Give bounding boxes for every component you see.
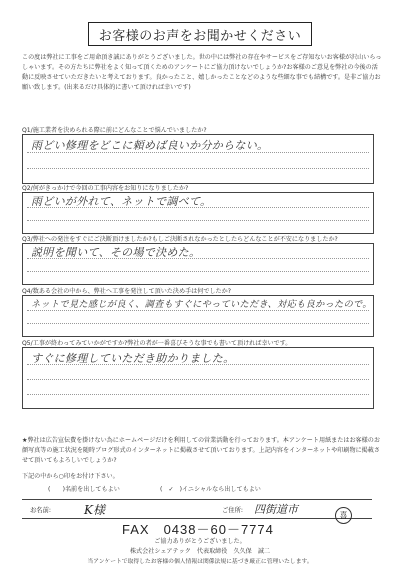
answer-line	[27, 379, 369, 380]
answer-box-2[interactable]	[22, 192, 374, 234]
question-3-label: Q3/弊社への発注をすぐにご決断頂けましたか?もしご決断されなかったとしたらどんなことが不安になりましたか?	[22, 236, 338, 243]
answer-box-1[interactable]	[22, 134, 374, 184]
answer-line	[27, 220, 369, 221]
intro-text: この度は弊社に工事をご用命頂き誠にありがとうございました。世の中には弊社の存在やサービスをご存知ないお客様が沢山いらっしゃいます。その方たちに弊社をよく知って頂くためのアンケートにご協力頂けないでしょうか?お客様のご意見を弊社の今後の活動に反映させていただきたいと考えております。良かったこと、嬉しかったことなどのような些細な事でも結構です。是非ご協力お願い致します。(出来るだけ具体的に書いて頂ければ幸いです)	[22, 54, 382, 91]
question-1-label: Q1/施工業者を決められる際に前にどんなことで悩んでいましたか?	[22, 127, 207, 134]
select-instruction: 下記の中から○印をお付け下さい。	[22, 473, 119, 480]
answer-4-text: ネットで見た感じが良く、調査もすぐにやっていただき、対応も良かったので。	[31, 299, 372, 310]
option-name-ok[interactable]: ( )名前を出してもよい	[48, 486, 120, 493]
page-title	[88, 22, 312, 46]
answer-line	[27, 168, 369, 169]
name-address-row	[22, 499, 372, 519]
answer-line	[27, 310, 369, 311]
name-label: お名前:	[30, 507, 52, 514]
name-value[interactable]: K様	[84, 503, 105, 517]
answer-3-text: 説明を聞いて、その場で決めた。	[31, 246, 201, 259]
publication-note: ★弊社は広告宣伝費を掛けない為にホームページだけを利用しての営業活動を行っております。本アンケート用紙またはお客様のお顔写真等の施工状況を随時ブログ形式のインターネットに掲載させて頂いております。上記内容をインターネットや印刷物に掲載させて頂いてもよろしいでしょうか?	[22, 437, 380, 464]
answer-box-4[interactable]	[22, 295, 374, 337]
company-name: 株式会社シェアテック 代表取締役 久久保 誠二	[129, 548, 271, 555]
answer-box-5[interactable]	[22, 347, 374, 409]
question-2-label: Q2/何がきっかけで今回の工事内容をお知りになりましたか?	[22, 185, 189, 192]
answer-line	[27, 323, 369, 324]
address-value[interactable]: 四街道市	[254, 503, 298, 516]
answer-line	[27, 271, 369, 272]
question-4-label: Q4/数ある会社の中から、弊社へ工事を発注して頂いた決め手は何でしたか?	[22, 288, 231, 295]
thanks-text: ご協力ありがとうございました。	[154, 538, 246, 545]
seal-stamp: 喜	[335, 507, 352, 524]
answer-5-text: すぐに修理していただき助かりました。	[31, 352, 235, 365]
answer-box-3[interactable]	[22, 243, 374, 285]
question-5-label: Q5/工事が終わってみていかがですか?弊社の者が一番喜びそうな事でも書いて頂ければ幸いです。	[22, 340, 292, 347]
fax-number: FAX 0438－60－7774	[122, 522, 274, 537]
option-initial-ok[interactable]: ( ✓ )イニシャルなら出してもよい	[160, 486, 261, 493]
answer-line	[27, 394, 369, 395]
privacy-footer: 当アンケートで取得したお客様の個人情報は関係法規に基づき厳正に管理いたします。	[87, 559, 313, 565]
answer-2-text: 雨どいが外れて、ネットで調べて。	[31, 195, 212, 208]
page-title-text: お客様のお声をお聞かせください	[98, 28, 302, 44]
answer-1-text: 雨どい修理をどこに頼めば良いか分からない。	[31, 139, 269, 152]
address-label: ご住所:	[222, 507, 244, 514]
